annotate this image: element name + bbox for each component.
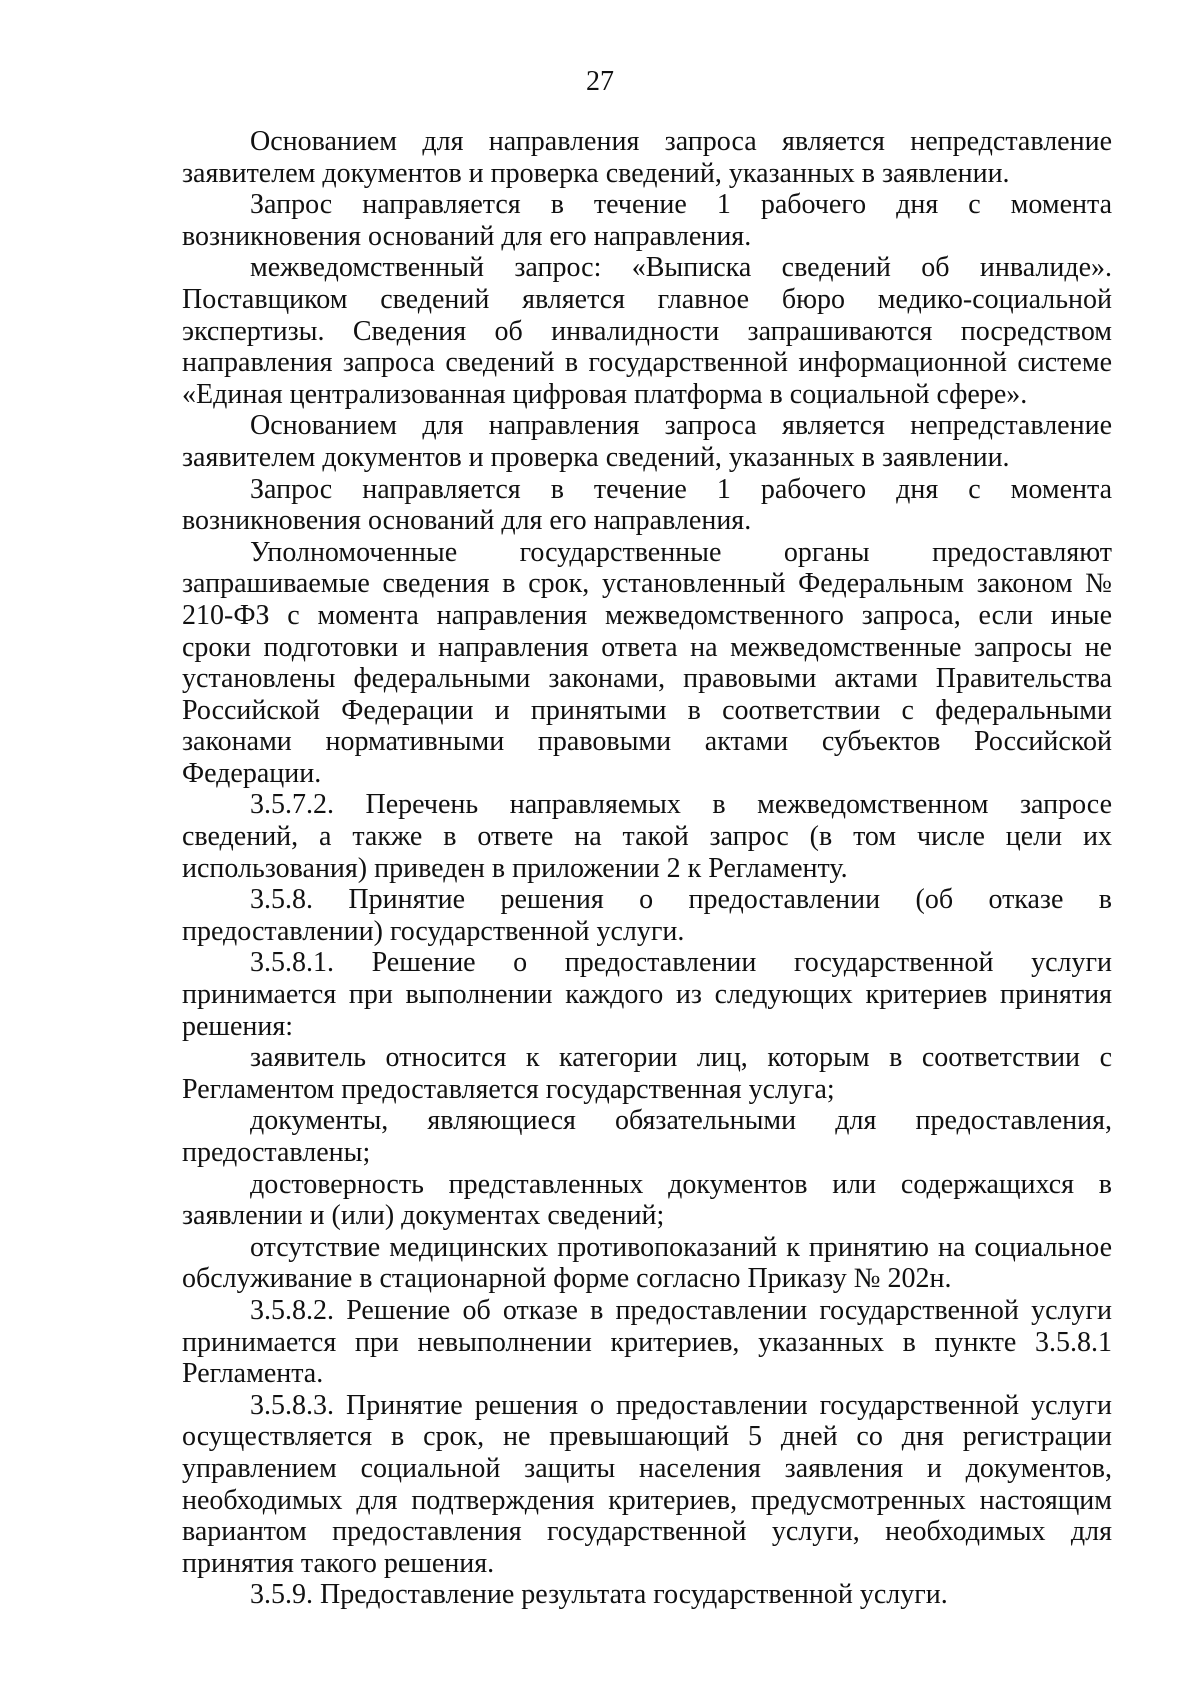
page-number: 27 [586,66,614,97]
body-text [182,126,1112,1611]
paragraph: Основанием для направления запроса является непредставление заявителем документов и проверка сведений, указанных в заявлении. [182,126,1112,189]
paragraph: 3.5.9. Предоставление результата государственной услуги. [250,1579,948,1611]
paragraph: документы, являющиеся обязательными для предоставления, предоставлены; [182,1105,1112,1168]
paragraph: Основанием для направления запроса является непредставление заявителем документов и проверка сведений, указанных в заявлении. [182,410,1112,473]
paragraph: отсутствие медицинских противопоказаний к принятию на социальное обслуживание в стационарной форме согласно Приказу № 202н. [182,1231,1112,1295]
paragraph: межведомственный запрос: «Выписка сведений об инвалиде». Поставщиком сведений является главное бюро медико-социальной экспертизы. Сведения об инвалидности запрашиваются посредством направления запроса сведений в государственной информационной системе «Единая централизованная цифровая платформа в социальной сфере». [182,252,1112,410]
paragraph: 3.5.8.3. Принятие решения о предоставлении государственной услуги осуществляется в срок, не превышающий 5 дней со дня регистрации управлением социальной защиты населения заявления и документов, необходимых для подтверждения критериев, предусмотренных настоящим вариантом предоставления государственной услуги, необходимых для принятия такого решения. [182,1389,1112,1579]
paragraph: Запрос направляется в течение 1 рабочего дня с момента возникновения оснований для его направления. [182,189,1112,252]
paragraph: достоверность представленных документов или содержащихся в заявлении и (или) документах сведений; [182,1168,1112,1232]
paragraph: 3.5.7.2. Перечень направляемых в межведомственном запросе сведений, а также в ответе на такой запрос (в том числе цели их использования) приведен в приложении 2 к Регламенту. [182,789,1112,884]
paragraph: 3.5.8. Принятие решения о предоставлении (об отказе в предоставлении) государственной услуги. [182,884,1112,947]
paragraph: заявитель относится к категории лиц, которым в соответствии с Регламентом предоставляется государственная услуга; [182,1042,1112,1105]
paragraph: 3.5.8.2. Решение об отказе в предоставлении государственной услуги принимается при невыполнении критериев, указанных в пункте 3.5.8.1 Регламента. [182,1294,1112,1390]
paragraph: 3.5.8.1. Решение о предоставлении государственной услуги принимается при выполнении каждого из следующих критериев принятия решения: [182,947,1112,1042]
paragraph: Запрос направляется в течение 1 рабочего дня с момента возникновения оснований для его направления. [182,473,1112,537]
paragraph: Уполномоченные государственные органы предоставляют запрашиваемые сведения в срок, установленный Федеральным законом № 210-ФЗ с момента направления межведомственного запроса, если иные сроки подготовки и направления ответа на межведомственные запросы не установлены федеральными законами, правовыми актами Правительства Российской Федерации и принятыми в соответствии с федеральными законами нормативными правовыми актами субъектов Российской Федерации. [182,536,1112,789]
